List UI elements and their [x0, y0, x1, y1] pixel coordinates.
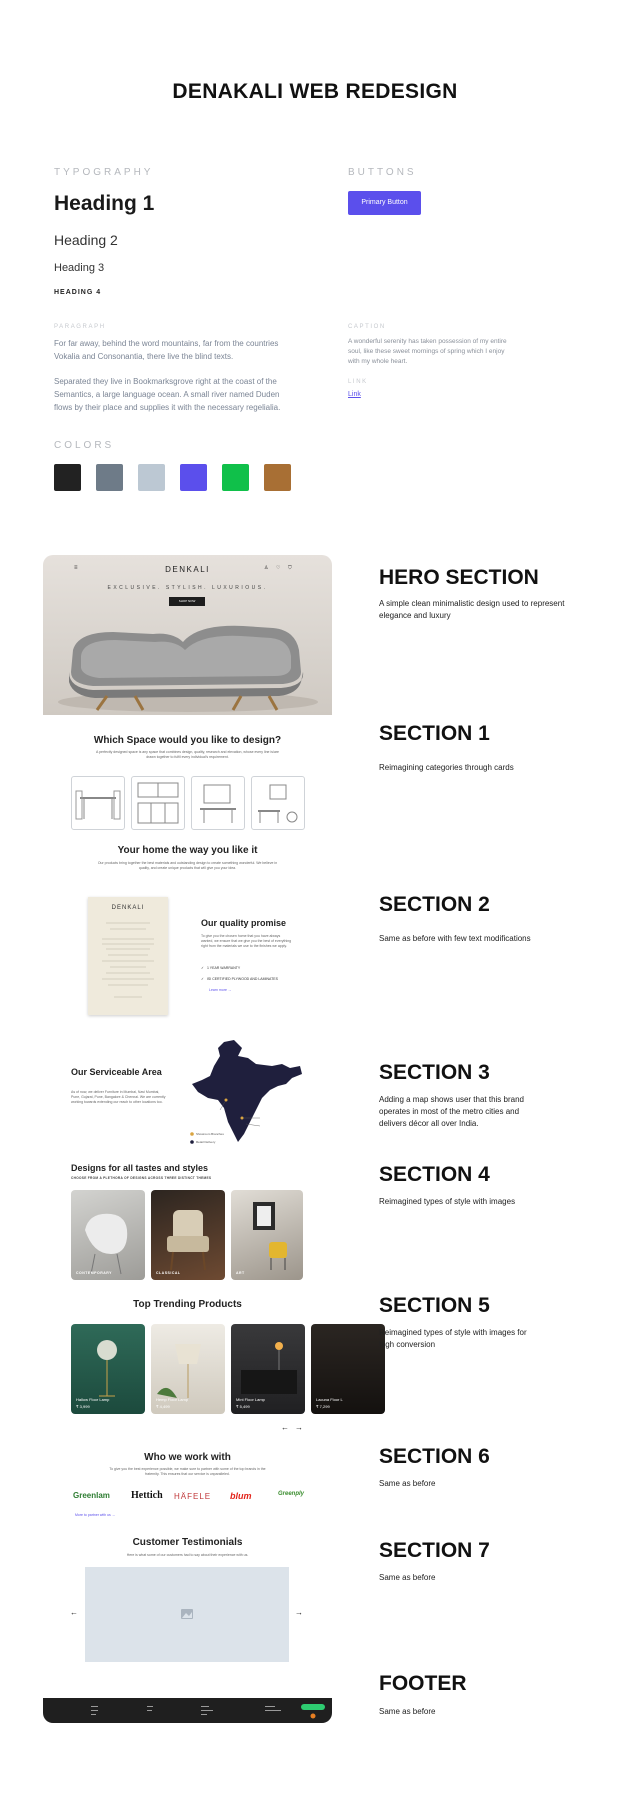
colors-caption: COLORS — [54, 440, 115, 451]
serviceable-text: As of now, we deliver Furniture in Mumbai, Navi Mumbai, Pune, Gujarat, Pune, Bangalore & Chennai. We are currently working towards extending our reach to other locations too. — [71, 1090, 166, 1104]
testimonials-text: Here is what some of our customers had to say about their experience with us. — [126, 1553, 249, 1557]
caption-caption: CAPTION — [348, 324, 386, 330]
section-title-4: SECTION 4 — [379, 1163, 490, 1186]
shop-now-button[interactable]: SHOP NOW — [169, 597, 205, 606]
menu-icon[interactable]: ≡ — [74, 565, 78, 571]
chair-illustration — [71, 1190, 145, 1280]
partner-logo-greenlam: Greenlam — [73, 1491, 110, 1500]
quality-item-1: ✓ 1 YEAR WARRANTY — [201, 966, 241, 970]
footer-social-icon[interactable] — [311, 1714, 316, 1719]
section-desc-2: Same as before with few text modifications — [379, 934, 531, 943]
art-illustration — [231, 1190, 303, 1280]
partner-logo-hettich: Hettich — [131, 1490, 163, 1501]
heading-4-sample: HEADING 4 — [54, 289, 102, 296]
certificate-lines — [88, 911, 168, 1011]
section-title-6: SECTION 6 — [379, 1445, 490, 1468]
link-sample[interactable]: Link — [348, 391, 361, 398]
product-card[interactable]: Hemp Floor Lamp ₹ 4,499 — [151, 1324, 225, 1414]
quality-heading: Our quality promise — [201, 918, 287, 928]
space-card-living[interactable] — [251, 776, 305, 830]
section-desc-7: Same as before — [379, 1573, 436, 1582]
color-swatch-brown — [264, 464, 291, 491]
footer-whatsapp-button[interactable] — [301, 1704, 325, 1710]
section-desc-4: Reimagined types of style with images — [379, 1197, 516, 1206]
primary-button[interactable]: Primary Button — [348, 191, 421, 215]
legend-showroom: Showroom Branches — [196, 1132, 224, 1136]
buttons-caption: BUTTONS — [348, 167, 417, 178]
serviceable-heading: Our Serviceable Area — [71, 1067, 162, 1077]
caption-sample: A wonderful serenity has taken possession of my entire soul, like these sweet mornings of spring which I enjoy with my whole heart. — [348, 338, 507, 365]
showroom-legend-dot — [190, 1132, 194, 1136]
section-title-5: SECTION 5 — [379, 1294, 490, 1317]
space-card-study[interactable] — [191, 776, 245, 830]
testimonial-next-icon[interactable]: → — [295, 1608, 303, 1617]
section-desc-6: Same as before — [379, 1479, 436, 1488]
section-desc-footer: Same as before — [379, 1707, 436, 1716]
color-swatch-slate — [96, 464, 123, 491]
learn-more-link[interactable]: Learn more → — [209, 988, 232, 992]
heading-2-sample: Heading 2 — [54, 232, 118, 248]
your-home-heading: Your home the way you like it — [117, 845, 258, 856]
color-swatch-green — [222, 464, 249, 491]
space-card-dining[interactable] — [71, 776, 125, 830]
product-carousel[interactable] — [71, 1324, 343, 1414]
trending-heading: Top Trending Products — [133, 1299, 242, 1310]
section-title-footer: FOOTER — [379, 1672, 467, 1695]
typography-caption: TYPOGRAPHY — [54, 167, 154, 178]
product-card[interactable]: Lacuna Floor L ₹ 7,299 — [311, 1324, 385, 1414]
carousel-prev-icon[interactable]: ← — [281, 1423, 289, 1432]
section-title-3: SECTION 3 — [379, 1061, 490, 1084]
style-card-contemporary[interactable]: CONTEMPORARY — [71, 1190, 145, 1280]
page-title: DENAKALI WEB REDESIGN — [172, 80, 458, 103]
testimonial-prev-icon[interactable]: ← — [70, 1608, 78, 1617]
section-title-hero: HERO SECTION — [379, 566, 539, 589]
sofa-illustration — [43, 610, 332, 715]
style-card-art[interactable]: ART — [231, 1190, 303, 1280]
heart-icon[interactable]: ♡ — [276, 565, 281, 571]
partners-text: To give you the best experience possible, we make sure to partner with some of the top brands in the fraternity. This ensures that our service is unparalleled. — [109, 1467, 266, 1476]
partners-link[interactable]: More to partner with us → — [75, 1513, 116, 1517]
cart-icon[interactable]: ⛉ — [288, 565, 292, 571]
styles-subheading: CHOOSE FROM A PLETHORA OF DESIGNS ACROSS THREE DISTINCT THEMES — [71, 1176, 212, 1180]
delivery-legend-dot — [190, 1140, 194, 1144]
testimonials-heading: Customer Testimonials — [132, 1537, 243, 1548]
space-heading: Which Space would you like to design? — [93, 735, 282, 746]
footer-links — [43, 1698, 332, 1723]
quality-item-2: ✓ ISI CERTIFIED PLYWOOD AND LAMINATES — [201, 977, 278, 981]
paragraph-sample-2: Separated they live in Bookmarksgrove right at the coast of the Semantics, a large language ocean. A small river named Duden flows by their place and supplies it with the necessary regelialia. — [54, 377, 281, 412]
check-icon: ✓ — [201, 966, 204, 970]
space-text: A perfectly designed space is any space that combines design, quality, research and elevation, whose every line is/are drawn together to fulfil every individual's requirement. — [95, 750, 279, 759]
section-desc-3: Adding a map shows user that this brand operates in most of the metro cities and delivers décor all over India. — [379, 1095, 524, 1128]
section-desc-1: Reimagining categories through cards — [379, 763, 514, 772]
partner-logo-hafele: HÄFELE — [174, 1492, 212, 1501]
paragraph-caption: PARAGRAPH — [54, 324, 106, 330]
partner-logo-blum: blum — [230, 1491, 252, 1501]
section-desc-hero: A simple clean minimalistic design used to represent elegance and luxury — [379, 599, 565, 620]
product-card[interactable]: Mint Floor Lamp ₹ 5,499 — [231, 1324, 305, 1414]
space-cards — [71, 776, 305, 830]
certificate-image — [88, 897, 168, 1015]
testimonial-placeholder — [85, 1567, 289, 1662]
partners-heading: Who we work with — [144, 1452, 231, 1463]
hero-mockup — [43, 555, 332, 715]
image-placeholder-icon — [180, 1608, 194, 1620]
heading-3-sample: Heading 3 — [54, 262, 105, 274]
armchair-illustration — [151, 1190, 225, 1280]
color-swatch-light-blue — [138, 464, 165, 491]
link-caption: LINK — [348, 379, 368, 385]
section-desc-5: Reimagined types of style with images for high conversion — [379, 1328, 527, 1349]
section-title-7: SECTION 7 — [379, 1539, 490, 1562]
partner-logo-greenply: Greenply — [278, 1491, 305, 1497]
footer-mockup — [43, 1698, 332, 1723]
user-icon[interactable]: ♙ — [264, 565, 269, 571]
space-card-kitchen[interactable] — [131, 776, 185, 830]
paragraph-sample-1: For far away, behind the word mountains, far from the countries Vokalia and Consonantia, there live the blind texts. — [54, 339, 279, 361]
heading-1-sample: Heading 1 — [54, 192, 155, 215]
quality-text: To give you the chosen home that you have always wanted, we ensure that we give you the best of everything right from the materials we use to the finishes we apply. — [201, 934, 292, 948]
certificate-title: DENKALI — [111, 905, 145, 911]
color-swatch-purple — [180, 464, 207, 491]
style-card-classical[interactable]: CLASSICAL — [151, 1190, 225, 1280]
product-card[interactable]: Hallow Floor Lamp ₹ 3,999 — [71, 1324, 145, 1414]
your-home-text: Our products bring together the best materials and outstanding design to create something wonderful. We believe in quality, and create unique products that will give you your idea. — [97, 861, 278, 870]
color-swatches — [54, 464, 291, 491]
check-icon: ✓ — [201, 977, 204, 981]
hero-tagline: EXCLUSIVE. STYLISH. LUXURIOUS. — [107, 585, 268, 591]
section-title-1: SECTION 1 — [379, 722, 490, 745]
nav-brand[interactable]: DENKALI — [165, 565, 210, 574]
legend-delivery: Retail Delivery — [196, 1140, 216, 1144]
carousel-next-icon[interactable]: → — [295, 1423, 303, 1432]
styles-heading: Designs for all tastes and styles — [71, 1163, 209, 1173]
color-swatch-black — [54, 464, 81, 491]
section-title-2: SECTION 2 — [379, 893, 490, 916]
